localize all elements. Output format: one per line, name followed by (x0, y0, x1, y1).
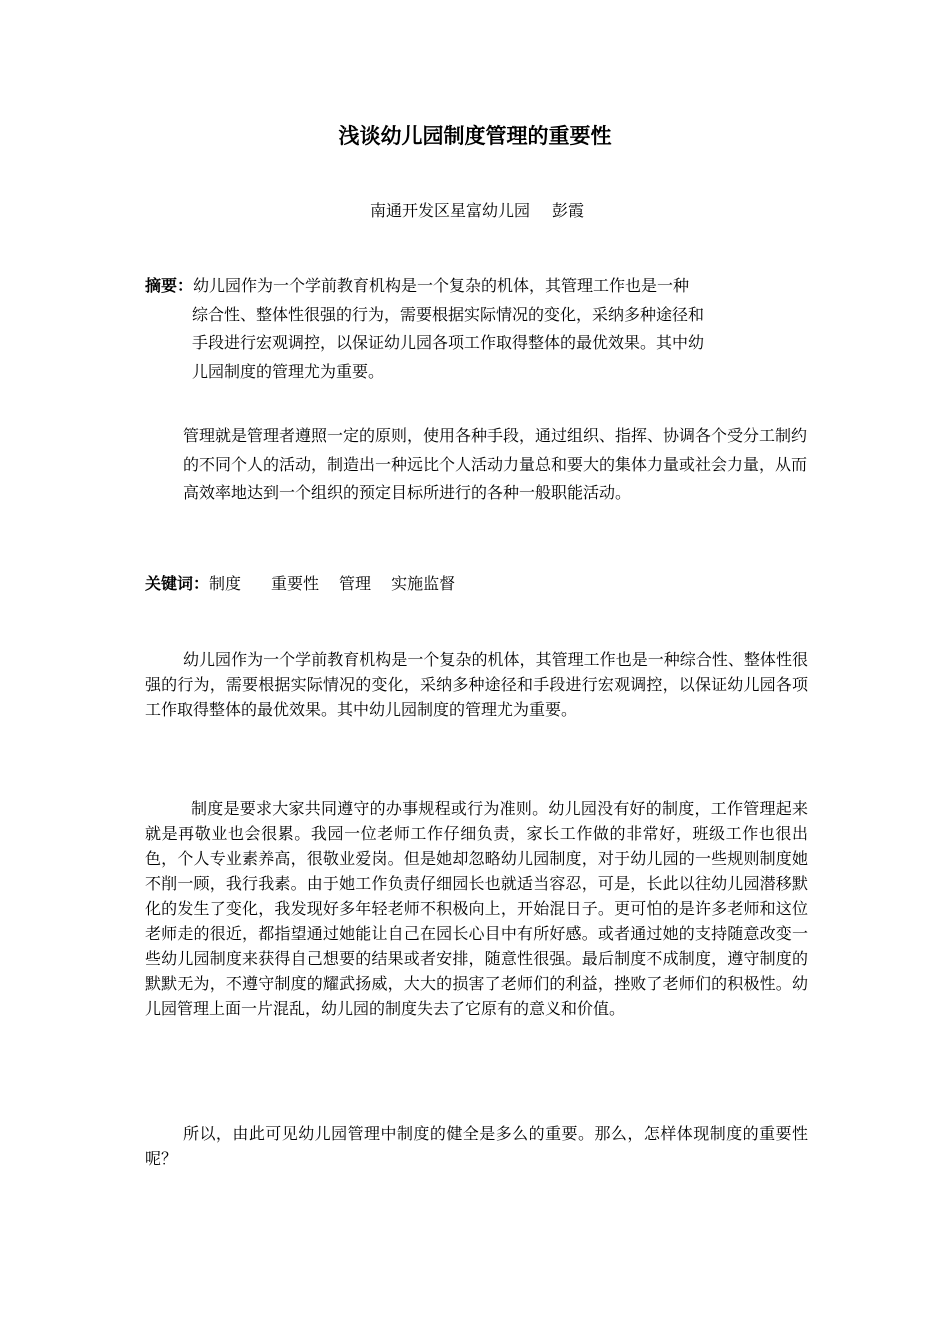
abstract-line: 手段进行宏观调控，以保证幼儿园各项工作取得整体的最优效果。其中幼 (192, 333, 705, 352)
abstract-line: 综合性、整体性很强的行为，需要根据实际情况的变化，采纳多种途径和 (192, 304, 705, 324)
abstract-section (145, 272, 808, 386)
author-line (370, 199, 584, 223)
body-paragraph: 幼儿园作为一个学前教育机构是一个复杂的机体，其管理工作也是一种综合性、整体性很强的行为，需要根据实际情况的变化，采纳多种途径和手段进行宏观调控，以保证幼儿园各项工作取得整体的最优效果。其中幼儿园制度的管理尤为重要。 (145, 650, 808, 719)
keyword: 管理 (339, 574, 372, 593)
management-definition: 管理就是管理者遵照一定的原则，使用各种手段，通过组织、指挥、协调各个受分工制约的不同个人的活动，制造出一种远比个人活动力量总和要大的集体力量或社会力量，从而高效率地达到一个组织的预定目标所进行的各种一般职能活动。 (183, 426, 808, 502)
body-paragraph: 制度是要求大家共同遵守的办事规程或行为准则。幼儿园没有好的制度，工作管理起来就是再敬业也会很累。我园一位老师工作仔细负责，家长工作做的非常好，班级工作也很出色，个人专业素养高，很敬业爱岗。但是她却忽略幼儿园制度，对于幼儿园的一些规则制度她不削一顾，我行我素。由于她工作负责仔细园长也就适当容忍，可是，长此以往幼儿园潜移默化的发生了变化，我发现好多年轻老师不积极向上，开始混日子。更可怕的是许多老师和这位老师走的很近，都指望通过她能让自己在园长心目中有所好感。或者通过她的支持随意改变一些幼儿园制度来获得自己想要的结果或者安排，随意性很强。最后制度不成制度，遵守制度的默默无为，不遵守制度的耀武扬威，大大的损害了老师们的利益，挫败了老师们的积极性。幼儿园管理上面一片混乱，幼儿园的制度失去了它原有的意义和价值。 (145, 799, 808, 1018)
keyword: 制度 (209, 574, 242, 593)
body-paragraph: 所以，由此可见幼儿园管理中制度的健全是多么的重要。那么，怎样体现制度的重要性呢？ (145, 1124, 808, 1168)
author-name: 彭霞 (552, 201, 585, 220)
abstract-text: 幼儿园作为一个学前教育机构是一个复杂的机体，其管理工作也是一种 (193, 276, 690, 295)
abstract-label: 摘要： (145, 276, 194, 295)
keywords-label: 关键词： (145, 574, 210, 593)
keyword: 重要性 (271, 574, 320, 593)
author-affiliation: 南通开发区星富幼儿园 (370, 201, 531, 220)
document-title: 浅谈幼儿园制度管理的重要性 (338, 124, 612, 148)
abstract-line: 儿园制度的管理尤为重要。 (192, 361, 385, 381)
keyword: 实施监督 (391, 574, 456, 593)
keywords-line (145, 570, 455, 599)
abstract-line (145, 272, 808, 301)
